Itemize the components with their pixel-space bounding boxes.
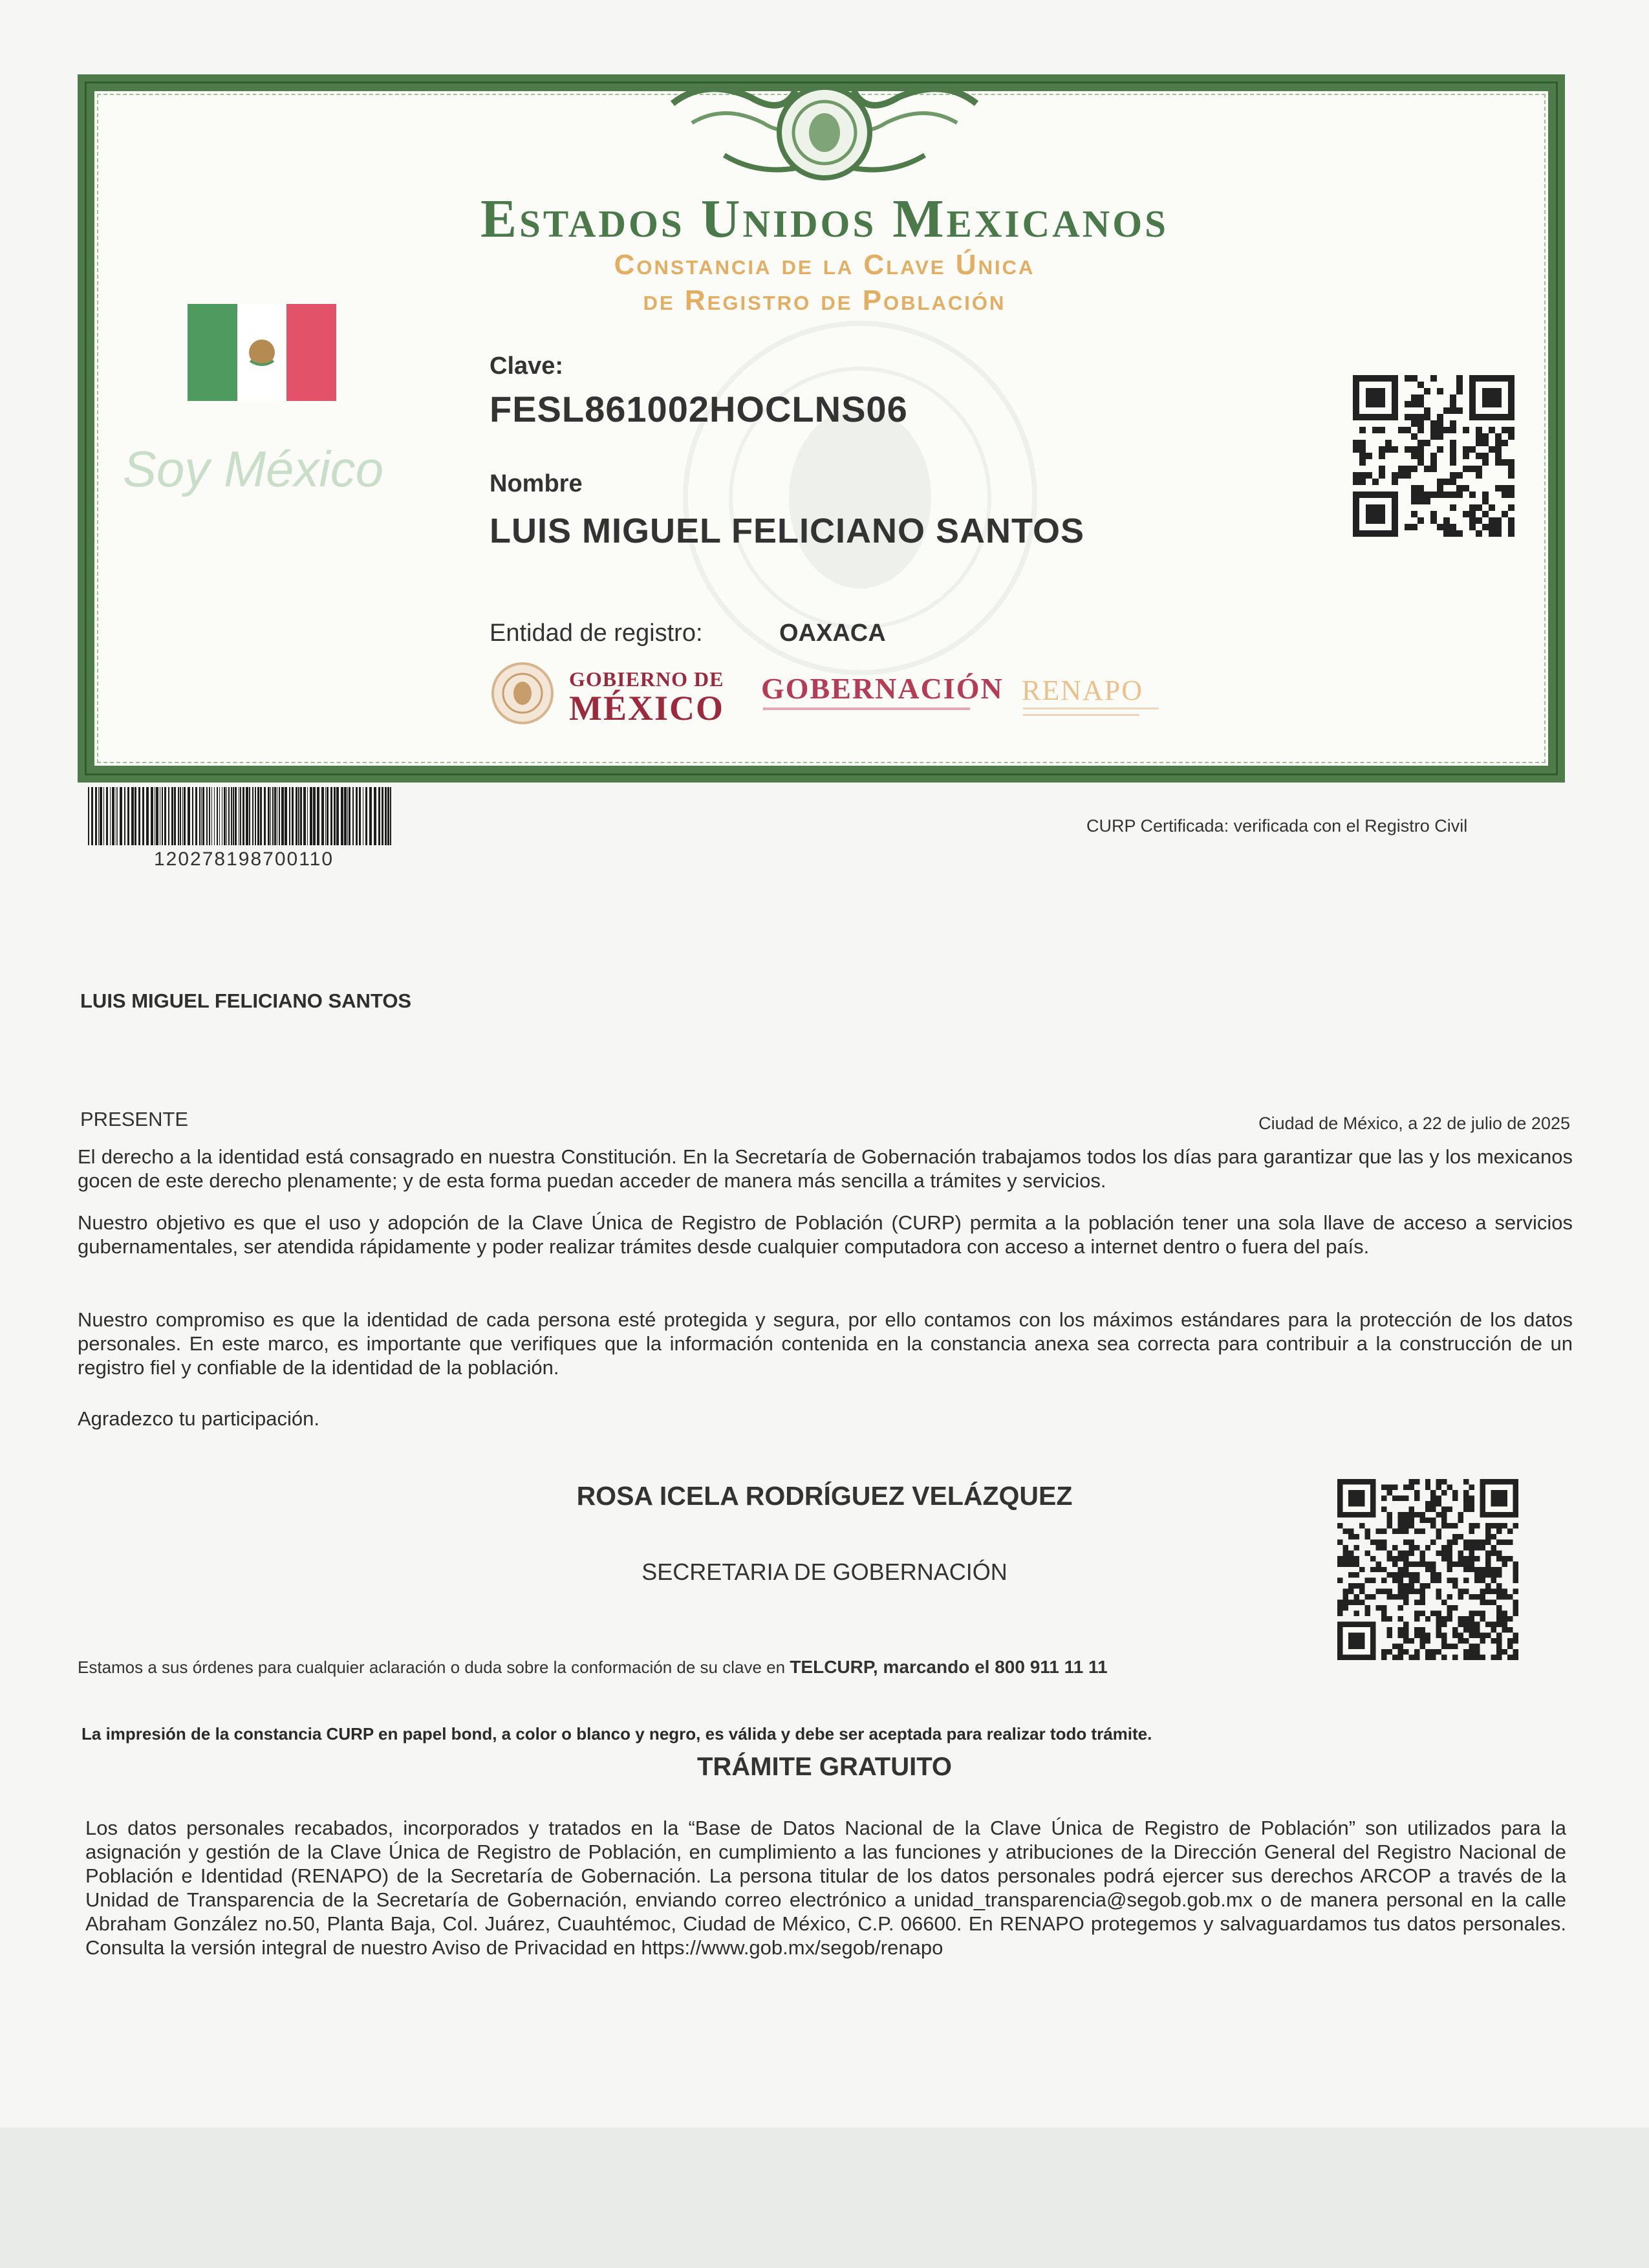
clave-value: FESL861002HOCLNS06 bbox=[490, 389, 908, 429]
letter-addressee: LUIS MIGUEL FELICIANO SANTOS bbox=[80, 989, 412, 1012]
certified-note: CURP Certificada: verificada con el Registro Civil bbox=[1086, 816, 1468, 836]
mexican-flag-icon bbox=[188, 304, 336, 401]
letter-greeting: PRESENTE bbox=[80, 1108, 189, 1130]
letter-paragraph: El derecho a la identidad está consagrado en nuestra Constitución. En la Secretaría de Gobernación trabajamos todos los días para garantizar que las y los mexicanos gocen de este derecho plenamente; y de esta forma puedan acceder de manera más sencilla a trámites y servicios. bbox=[78, 1145, 1573, 1192]
contact-telcurp: TELCURP, marcando el 800 911 11 11 bbox=[790, 1657, 1108, 1677]
barcode-icon bbox=[88, 787, 392, 845]
document-subtitle-line1: Constancia de la Clave Única bbox=[614, 249, 1035, 281]
letter-paragraph: Nuestro objetivo es que el uso y adopción de la Clave Única de Registro de Población (CURP) permita a la población tener una sola llave de acceso a servicios gubernamentales, ser atendida rápidamente y poder realizar trámites desde cualquier computadora con acceso a internet dentro o fuera del país. bbox=[78, 1211, 1573, 1258]
scan-footer-band bbox=[0, 2128, 1649, 2268]
nombre-label: Nombre bbox=[490, 470, 583, 497]
brand-slogan: Soy México bbox=[123, 440, 384, 497]
contact-line bbox=[78, 1657, 1108, 1678]
impresion-notice: La impresión de la constancia CURP en papel bond, a color o blanco y negro, es válida y debe ser aceptada para realizar todo trámite. bbox=[81, 1724, 1152, 1744]
gobierno-logo-line1: GOBIERNO DE bbox=[569, 667, 724, 691]
clave-label: Clave: bbox=[490, 352, 564, 380]
gobernacion-logo-rule bbox=[763, 707, 970, 710]
gobierno-logo-line2: MÉXICO bbox=[569, 689, 724, 728]
gobernacion-logo: GOBERNACIÓN bbox=[761, 672, 1004, 705]
renapo-logo: RENAPO bbox=[1022, 675, 1144, 706]
document-title: Estados Unidos Mexicanos bbox=[480, 189, 1169, 249]
contact-text: Estamos a sus órdenes para cualquier aclaración o duda sobre la conformación de su clave en bbox=[78, 1658, 790, 1677]
coat-of-arms-icon bbox=[666, 78, 983, 188]
signer-name: ROSA ICELA RODRÍGUEZ VELÁZQUEZ bbox=[576, 1481, 1073, 1511]
signer-title: SECRETARIA DE GOBERNACIÓN bbox=[641, 1559, 1008, 1585]
entidad-value: OAXACA bbox=[779, 620, 886, 647]
letter-paragraph: Nuestro compromiso es que la identidad de cada persona esté protegida y segura, por ello contamos con los máximos estándares para la protección de los datos personales. En este marco, es importante que verifiques que la información contenida en la constancia anexa sea correcta para contribuir a la construcción de un registro fiel y confiable de la identidad de la población. bbox=[78, 1308, 1573, 1379]
letter-closing: Agradezco tu participación. bbox=[78, 1407, 319, 1430]
entidad-label: Entidad de registro: bbox=[490, 620, 703, 647]
qr-code-icon[interactable] bbox=[1337, 1479, 1518, 1660]
nombre-value: LUIS MIGUEL FELICIANO SANTOS bbox=[490, 512, 1085, 550]
qr-code-icon[interactable] bbox=[1353, 375, 1514, 537]
gobierno-seal-icon bbox=[490, 661, 555, 726]
barcode-number: 120278198700110 bbox=[154, 848, 334, 870]
privacy-notice: Los datos personales recabados, incorporados y tratados en la “Base de Datos Nacional de la Clave Única de Registro de Población” son utilizados para la asignación y gestión de la Clave Única de Registro de Población, en cumplimiento a las funciones y atribuciones de la Dirección General del Registro Nacional de Población e Identidad (RENAPO) de la Secretaría de Gobernación. La persona titular de los datos personales podrá ejercer sus derechos ARCOP a través de la Unidad de Transparencia de la Secretaría de Gobernación, enviando correo electrónico a unidad_transparencia@segob.gob.mx o de manera personal en la calle Abraham González no.50, Planta Baja, Col. Juárez, Cuauhtémoc, Ciudad de México, C.P. 06600. En RENAPO protegemos y salvaguardamos tus datos personales. Consulta la versión integral de nuestro Aviso de Privacidad en https://www.gob.mx/segob/renapo bbox=[85, 1817, 1566, 1959]
tramite-gratuito: TRÁMITE GRATUITO bbox=[696, 1753, 953, 1781]
letter-date: Ciudad de México, a 22 de julio de 2025 bbox=[1258, 1114, 1570, 1133]
renapo-logo-rule bbox=[1023, 707, 1159, 709]
document-subtitle-line2: de Registro de Población bbox=[643, 285, 1006, 316]
renapo-logo-rule bbox=[1023, 714, 1139, 716]
